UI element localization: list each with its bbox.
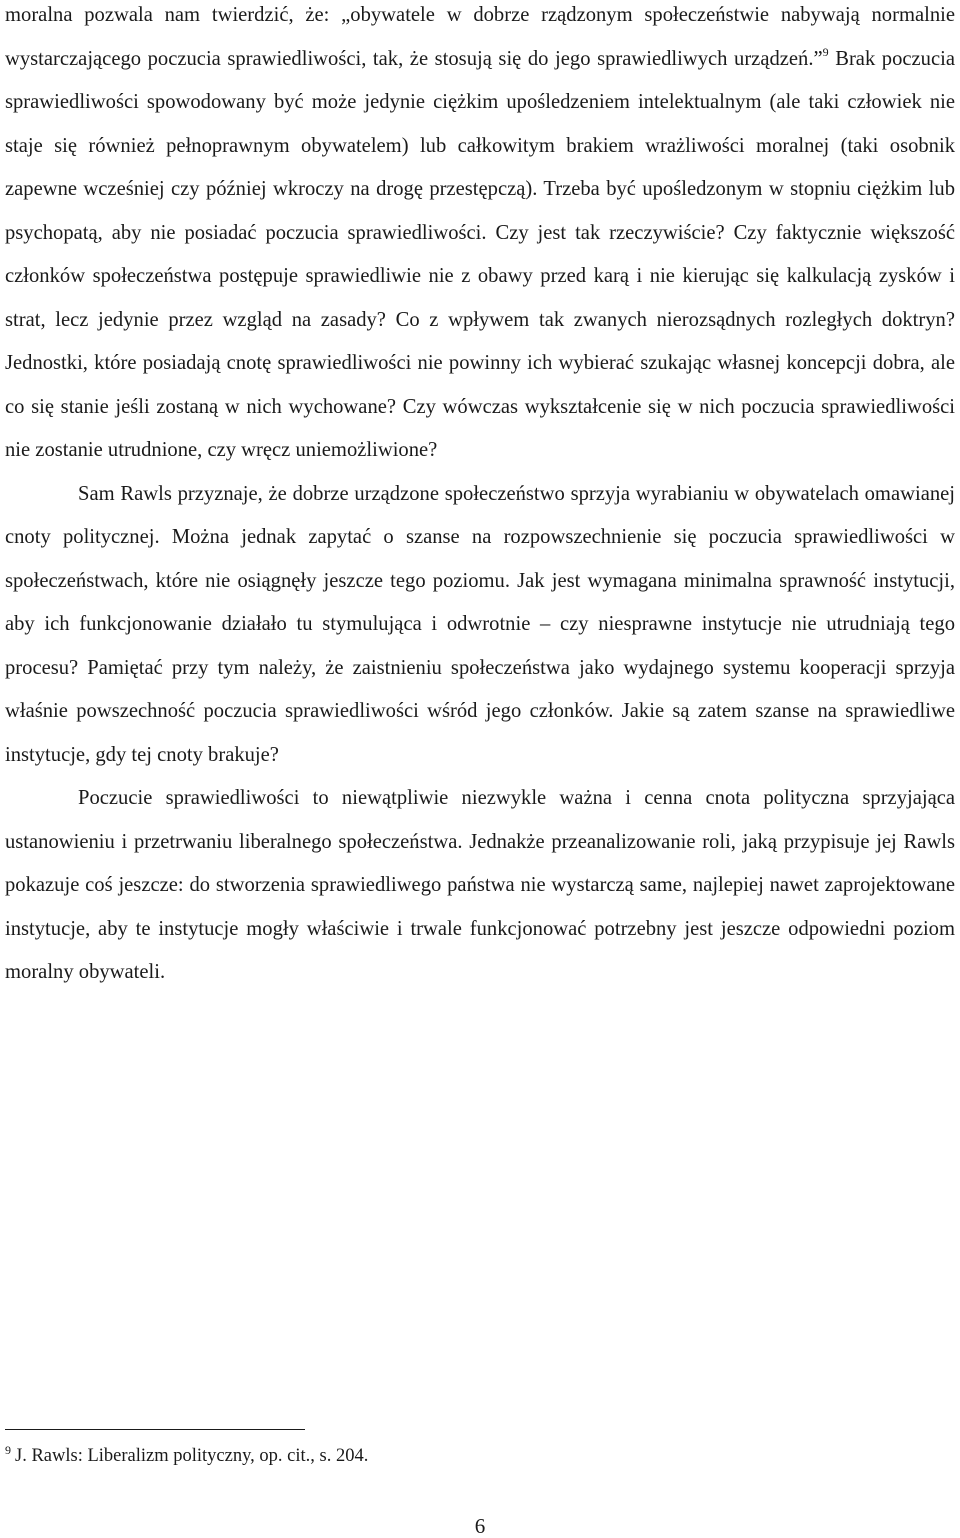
footnote-divider bbox=[5, 1429, 305, 1430]
footnote-text: J. Rawls: Liberalizm polityczny, op. cit., s. 204. bbox=[15, 1446, 369, 1466]
footnote-reference: 9 bbox=[822, 44, 829, 59]
paragraph-3: Poczucie sprawiedliwości to niewątpliwie niezwykle ważna i cenna cnota polityczna sprzyjająca ustanowieniu i przetrwaniu liberalnego społeczeństwa. Jednakże przeanalizowanie roli, jaką przypisuje jej Rawls pokazuje coś jeszcze: do stworzenia sprawiedliwego państwa nie wystarczą same, najlepiej nawet zaprojektowane instytucje, aby te instytucje mogły właściwie i trwale funkcjonować potrzebny jest jeszcze odpowiedni poziom moralny obywateli. bbox=[5, 787, 955, 983]
paragraph-1 bbox=[5, 0, 955, 473]
page-number: 6 bbox=[474, 1514, 486, 1538]
footnote bbox=[5, 1444, 368, 1468]
footnote-number: 9 bbox=[5, 1443, 11, 1457]
body-text bbox=[5, 0, 955, 995]
paragraph-2: Sam Rawls przyznaje, że dobrze urządzone społeczeństwo sprzyja wyrabianiu w obywatelach omawianej cnoty politycznej. Można jednak zapytać o szanse na rozpowszechnienie się poczucia sprawiedliwości w społeczeństwach, które nie osiągnęły jeszcze tego poziomu. Jak jest wymagana minimalna sprawność instytucji, aby ich funkcjonowanie działało tu stymulująca i odwrotnie – czy niesprawne instytucje nie utrudniają tego procesu? Pamiętać przy tym należy, że zaistnieniu społeczeństwa jako wydajnego systemu kooperacji sprzyja właśnie powszechność poczucia sprawiedliwości wśród jego członków. Jakie są zatem szanse na sprawiedliwe instytucje, gdy tej cnoty brakuje? bbox=[5, 482, 955, 766]
paragraph-1-text: moralna pozwala nam twierdzić, że: „obywatele w dobrze rządzonym społeczeństwie nabywają normalnie wystarczającego poczucia sprawiedliwości, tak, że stosują się do jego sprawiedliwych urządzeń.” bbox=[5, 4, 955, 70]
paragraph-1-continuation: Brak poczucia sprawiedliwości spowodowany być może jedynie ciężkim upośledzeniem intelektualnym (ale taki człowiek nie staje się również pełnoprawnym obywatelem) lub całkowitym brakiem wrażliwości moralnej (taki osobnik zapewne wcześniej czy później wkroczy na drogę przestępczą). Trzeba być upośledzonym w stopniu ciężkim lub psychopatą, aby nie posiadać poczucia sprawiedliwości. Czy jest tak rzeczywiście? Czy faktycznie większość członków społeczeństwa postępuje sprawiedliwie nie z obawy przed karą i nie kierując się kalkulacją zysków i strat, lecz jedynie przez wzgląd na zasady? Co z wpływem tak zwanych nierozsądnych rozległych doktryn? Jednostki, które posiadają cnotę sprawiedliwości nie powinny ich wybierać szukając własnej koncepcji dobra, ale co się stanie jeśli zostaną w nich wychowane? Czy wówczas wykształcenie się w nich poczucia sprawiedliwości nie zostanie utrudnione, czy wręcz uniemożliwione? bbox=[5, 47, 955, 461]
